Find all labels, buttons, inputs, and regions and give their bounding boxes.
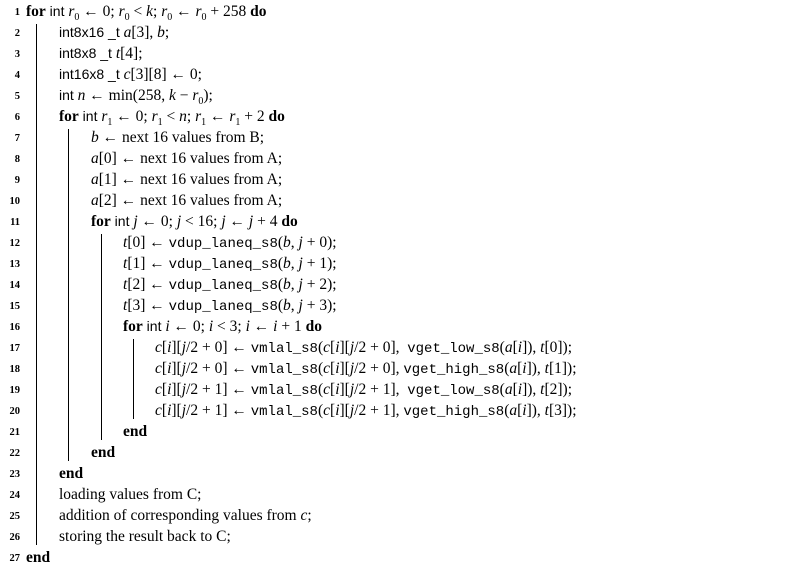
line-text: a[2] ← next 16 values from A; <box>91 192 283 209</box>
line-number: 25 <box>9 511 20 522</box>
line-text: end <box>59 465 84 482</box>
line-number: 16 <box>9 322 20 333</box>
line-text: end <box>26 549 51 566</box>
line-number: 14 <box>9 280 20 291</box>
line-number: 4 <box>14 70 20 81</box>
line-text: for int i ← 0; i < 3; i ← i + 1 do <box>123 318 322 335</box>
line-number: 27 <box>9 553 20 564</box>
line-text: end <box>123 423 148 440</box>
line-number: 9 <box>14 175 20 186</box>
line-text: a[1] ← next 16 values from A; <box>91 171 283 188</box>
line-text: end <box>91 444 116 461</box>
line-number: 26 <box>9 532 20 543</box>
line-text: t[1] ← vdup_laneq_s8(b, j + 1); <box>123 255 337 273</box>
line-text: t[0] ← vdup_laneq_s8(b, j + 0); <box>123 234 337 252</box>
line-text: for int j ← 0; j < 16; j ← j + 4 do <box>91 213 298 230</box>
line-number: 11 <box>10 217 20 228</box>
line-text: int8x16 _t a[3], b; <box>59 24 170 41</box>
block-scope-bar <box>133 339 134 419</box>
line-number: 12 <box>9 238 20 249</box>
line-text: c[i][j/2 + 1] ← vmlal_s8(c[i][j/2 + 1], vget_high_s8(a[i]), t[3]); <box>155 402 577 420</box>
line-number: 24 <box>9 490 20 501</box>
line-text: t[3] ← vdup_laneq_s8(b, j + 3); <box>123 297 337 315</box>
line-text: for int $r_0$ ← 0; $r_0 < k$; $r_0$ ← $r_0 + 258$ do <box>26 3 267 24</box>
line-number: 20 <box>9 406 20 417</box>
line-text: t[2] ← vdup_laneq_s8(b, j + 2); <box>123 276 337 294</box>
line-text: int8x8 _t t[4]; <box>59 45 143 62</box>
line-text: int n ← min(258, $k - r_0$); <box>59 87 213 108</box>
line-number: 6 <box>14 112 20 123</box>
line-number: 3 <box>14 49 20 60</box>
line-number: 5 <box>14 91 20 102</box>
line-text: for int $r_1$ ← 0; $r_1 < n$; $r_1$ ← $r_1 + 2$ do <box>59 108 285 129</box>
line-number: 17 <box>9 343 20 354</box>
line-text: b ← next 16 values from B; <box>91 129 265 146</box>
line-text: c[i][j/2 + 1] ← vmlal_s8(c[i][j/2 + 1], vget_low_s8(a[i]), t[2]); <box>155 381 572 399</box>
line-number: 22 <box>9 448 20 459</box>
line-number: 15 <box>9 301 20 312</box>
line-text: c[i][j/2 + 0] ← vmlal_s8(c[i][j/2 + 0], vget_low_s8(a[i]), t[0]); <box>155 339 572 357</box>
line-text: storing the result back to C; <box>59 528 231 545</box>
line-number: 19 <box>9 385 20 396</box>
line-number: 13 <box>9 259 20 270</box>
line-number: 2 <box>14 28 20 39</box>
line-text: c[i][j/2 + 0] ← vmlal_s8(c[i][j/2 + 0], vget_high_s8(a[i]), t[1]); <box>155 360 577 378</box>
line-text: addition of corresponding values from c; <box>59 507 312 524</box>
block-scope-bar <box>101 234 102 440</box>
line-text: loading values from C; <box>59 486 202 503</box>
block-scope-bar <box>68 129 69 461</box>
line-number: 1 <box>14 7 20 18</box>
line-text: int16x8 _t c[3][8] ← 0; <box>59 66 202 83</box>
line-number: 10 <box>9 196 20 207</box>
line-number: 18 <box>9 364 20 375</box>
line-number: 21 <box>9 427 20 438</box>
line-number: 8 <box>14 154 20 165</box>
line-text: a[0] ← next 16 values from A; <box>91 150 283 167</box>
line-number: 23 <box>9 469 20 480</box>
line-number: 7 <box>14 133 20 144</box>
block-scope-bar <box>36 24 37 545</box>
